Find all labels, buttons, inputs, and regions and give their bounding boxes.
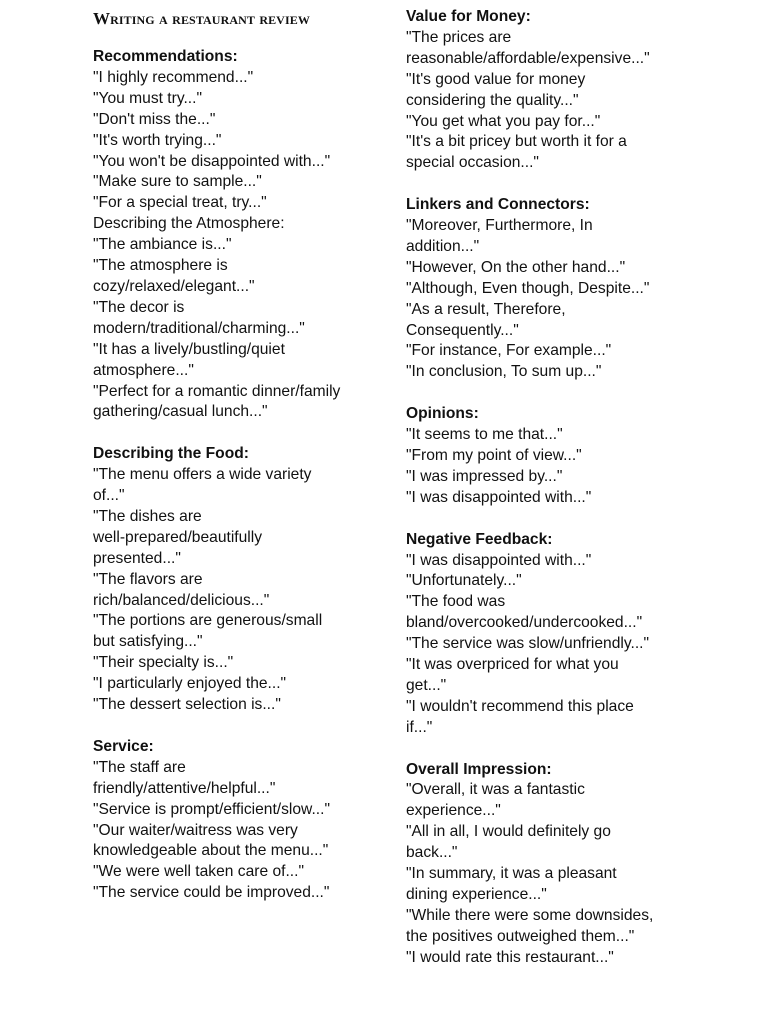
- phrase-line: "I was impressed by...": [406, 467, 563, 485]
- section-heading: Service:: [93, 737, 154, 755]
- phrase-line: "It was overpriced for what you: [406, 656, 619, 674]
- phrase-line: "It's a bit pricey but worth it for a: [406, 133, 627, 151]
- phrase-line: "The prices are: [406, 28, 512, 46]
- phrase-line: back...": [406, 844, 458, 862]
- phrase-line: "We were well taken care of...": [93, 863, 304, 881]
- phrase-line: "Overall, it was a fantastic: [406, 781, 585, 799]
- section-linkers-connectors: [406, 195, 706, 383]
- phrase-line: "The ambiance is...": [93, 236, 232, 254]
- phrase-line: addition...": [406, 237, 480, 255]
- phrase-line: "While there were some downsides,: [406, 906, 654, 924]
- phrase-line: "I wouldn't recommend this place: [406, 697, 634, 715]
- section-heading: Opinions:: [406, 405, 479, 423]
- phrase-line: "Don't miss the...": [93, 110, 216, 128]
- phrase-line: "The service could be improved...": [93, 884, 330, 902]
- phrase-line: experience...": [406, 802, 501, 820]
- phrase-line: "You must try...": [93, 89, 203, 107]
- phrase-line: "The food was: [406, 593, 506, 611]
- phrase-line: "You won't be disappointed with...": [93, 152, 331, 170]
- phrase-line: friendly/attentive/helpful...": [93, 779, 276, 797]
- section-heading: Value for Money:: [406, 8, 531, 25]
- phrase-line: gathering/casual lunch...": [93, 403, 268, 421]
- phrase-line: atmosphere...": [93, 361, 194, 379]
- section-heading: Overall Impression:: [406, 760, 552, 778]
- phrase-line: "Service is prompt/efficient/slow...": [93, 800, 330, 818]
- phrase-line: well-prepared/beautifully: [93, 528, 263, 546]
- phrase-line: "Unfortunately...": [406, 572, 522, 590]
- phrase-line: "The service was slow/unfriendly...": [406, 635, 650, 653]
- phrase-line: "Moreover, Furthermore, In: [406, 217, 593, 235]
- phrase-line: "From my point of view...": [406, 447, 582, 464]
- section-negative-feedback: [406, 530, 706, 739]
- phrase-line: "I was disappointed with...": [406, 551, 592, 569]
- phrase-line: the positives outweighed them...": [406, 927, 635, 945]
- phrase-line: "It's good value for money: [406, 70, 586, 88]
- phrase-line: "In summary, it was a pleasant: [406, 865, 617, 883]
- section-describing-food: [93, 444, 393, 716]
- phrase-line: "I was disappointed with...": [406, 488, 592, 506]
- phrase-line: cozy/relaxed/elegant...": [93, 277, 255, 295]
- phrase-line: "You get what you pay for...": [406, 112, 601, 130]
- phrase-line: "I highly recommend...": [93, 68, 254, 86]
- phrase-line: "The decor is: [93, 298, 185, 316]
- phrase-line: dining experience...": [406, 886, 547, 903]
- document-title: Writing a restaurant review: [93, 9, 310, 28]
- phrase-line: "Our waiter/waitress was very: [93, 821, 298, 839]
- phrase-line: of...": [93, 487, 125, 505]
- phrase-line: modern/traditional/charming...": [93, 319, 305, 337]
- phrase-line: rich/balanced/delicious...": [93, 591, 270, 609]
- section-heading: Linkers and Connectors:: [406, 196, 590, 214]
- phrase-line: knowledgeable about the menu...": [93, 842, 329, 860]
- section-heading: Describing the Food:: [93, 445, 249, 463]
- phrase-line: "The dishes are: [93, 507, 202, 525]
- phrase-line: "It's worth trying...": [93, 131, 222, 149]
- phrase-line: "The menu offers a wide variety: [93, 466, 312, 484]
- phrase-line: get...": [406, 676, 447, 694]
- phrase-line: "I particularly enjoyed the...": [93, 675, 287, 693]
- phrase-line: "Although, Even though, Despite...": [406, 279, 650, 297]
- phrase-line: special occasion...": [406, 154, 539, 172]
- phrase-line: "The flavors are: [93, 570, 203, 588]
- phrase-line: considering the quality...": [406, 91, 579, 109]
- phrase-line: "It seems to me that...": [406, 426, 563, 444]
- phrase-line: "It has a lively/bustling/quiet: [93, 340, 285, 358]
- phrase-line: "However, On the other hand...": [406, 258, 626, 276]
- phrase-line: "As a result, Therefore,: [406, 300, 566, 318]
- section-opinions: [406, 404, 706, 509]
- phrase-line: "I would rate this restaurant...": [406, 948, 614, 966]
- subheading-atmosphere: Describing the Atmosphere:: [93, 215, 285, 233]
- phrase-line: "The dessert selection is...": [93, 696, 281, 714]
- phrase-line: reasonable/affordable/expensive...": [406, 49, 650, 67]
- phrase-line: Consequently...": [406, 321, 519, 339]
- phrase-line: "The atmosphere is: [93, 257, 228, 275]
- section-heading: Recommendations:: [93, 48, 238, 65]
- phrase-line: presented...": [93, 549, 181, 567]
- section-value-for-money: [406, 7, 706, 174]
- phrase-line: "Make sure to sample...": [93, 173, 262, 191]
- phrase-line: "Their specialty is...": [93, 654, 234, 672]
- section-service: [93, 737, 393, 904]
- phrase-line: "For instance, For example...": [406, 342, 612, 360]
- phrase-line: but satisfying...": [93, 633, 203, 651]
- section-overall-impression: [406, 760, 706, 969]
- section-heading: Negative Feedback:: [406, 530, 553, 548]
- phrase-line: "Perfect for a romantic dinner/family: [93, 382, 341, 400]
- phrase-line: "For a special treat, try...": [93, 194, 267, 212]
- right-column: [406, 7, 706, 990]
- phrase-line: "The portions are generous/small: [93, 612, 323, 630]
- phrase-line: "All in all, I would definitely go: [406, 823, 611, 841]
- left-column: [93, 7, 393, 925]
- phrase-line: bland/overcooked/undercooked...": [406, 614, 643, 632]
- phrase-line: "The staff are: [93, 758, 186, 776]
- phrase-line: "In conclusion, To sum up...": [406, 363, 602, 381]
- section-recommendations: [93, 47, 393, 423]
- phrase-line: if...": [406, 718, 433, 736]
